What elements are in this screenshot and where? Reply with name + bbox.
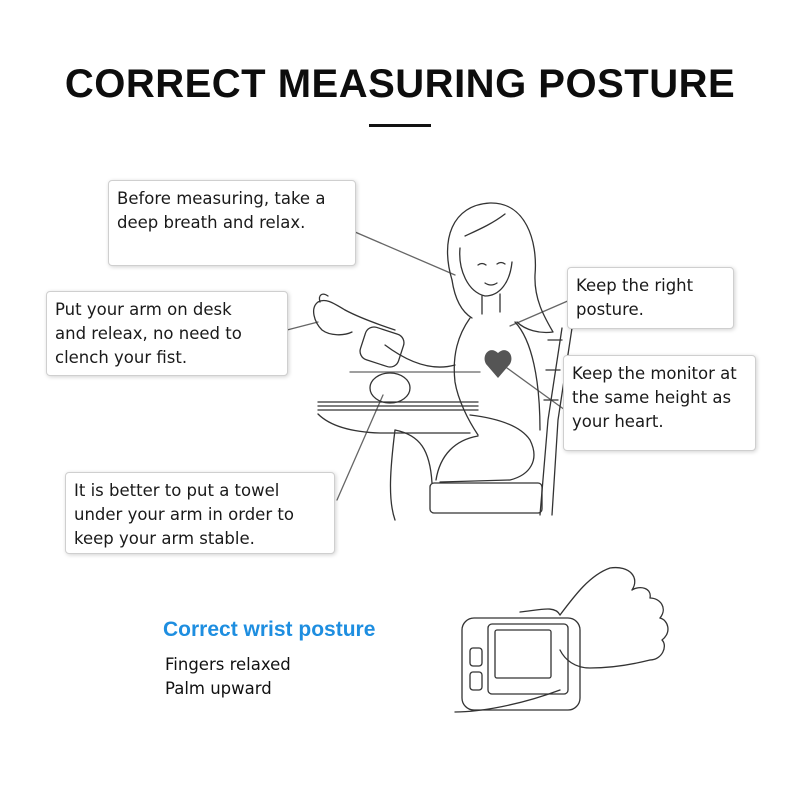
pointer-posture bbox=[510, 300, 570, 326]
hair bbox=[448, 203, 553, 333]
towel bbox=[370, 373, 410, 403]
callout-arm-text: Put your arm on desk and releax, no need to clench your fist. bbox=[55, 300, 242, 367]
callout-towel bbox=[65, 472, 335, 554]
callout-breath bbox=[108, 180, 356, 266]
chair-back bbox=[540, 328, 562, 515]
pointer-arm bbox=[287, 322, 318, 330]
cuff bbox=[358, 325, 407, 370]
pointer-towel bbox=[337, 395, 383, 500]
callout-arm bbox=[46, 291, 288, 376]
wrist-posture-title: Correct wrist posture bbox=[163, 618, 376, 641]
chair-seat bbox=[430, 483, 542, 513]
heart-icon bbox=[485, 350, 512, 378]
pointer-breath bbox=[355, 232, 455, 275]
callout-monitor bbox=[563, 355, 756, 451]
wrist-line-2: Palm upward bbox=[165, 679, 272, 698]
callout-posture bbox=[567, 267, 734, 329]
callout-towel-text: It is better to put a towel under your arm in order to keep your arm stable. bbox=[74, 481, 294, 548]
callout-posture-text: Keep the right posture. bbox=[576, 276, 694, 319]
desk-edge bbox=[318, 414, 470, 433]
wrist-monitor bbox=[462, 618, 580, 710]
callout-monitor-text: Keep the monitor at the same height as your heart. bbox=[572, 364, 737, 431]
page-title: CORRECT MEASURING POSTURE bbox=[64, 62, 736, 106]
callout-breath-text: Before measuring, take a deep breath and relax. bbox=[117, 189, 326, 232]
wrist-line-1: Fingers relaxed bbox=[165, 655, 291, 674]
